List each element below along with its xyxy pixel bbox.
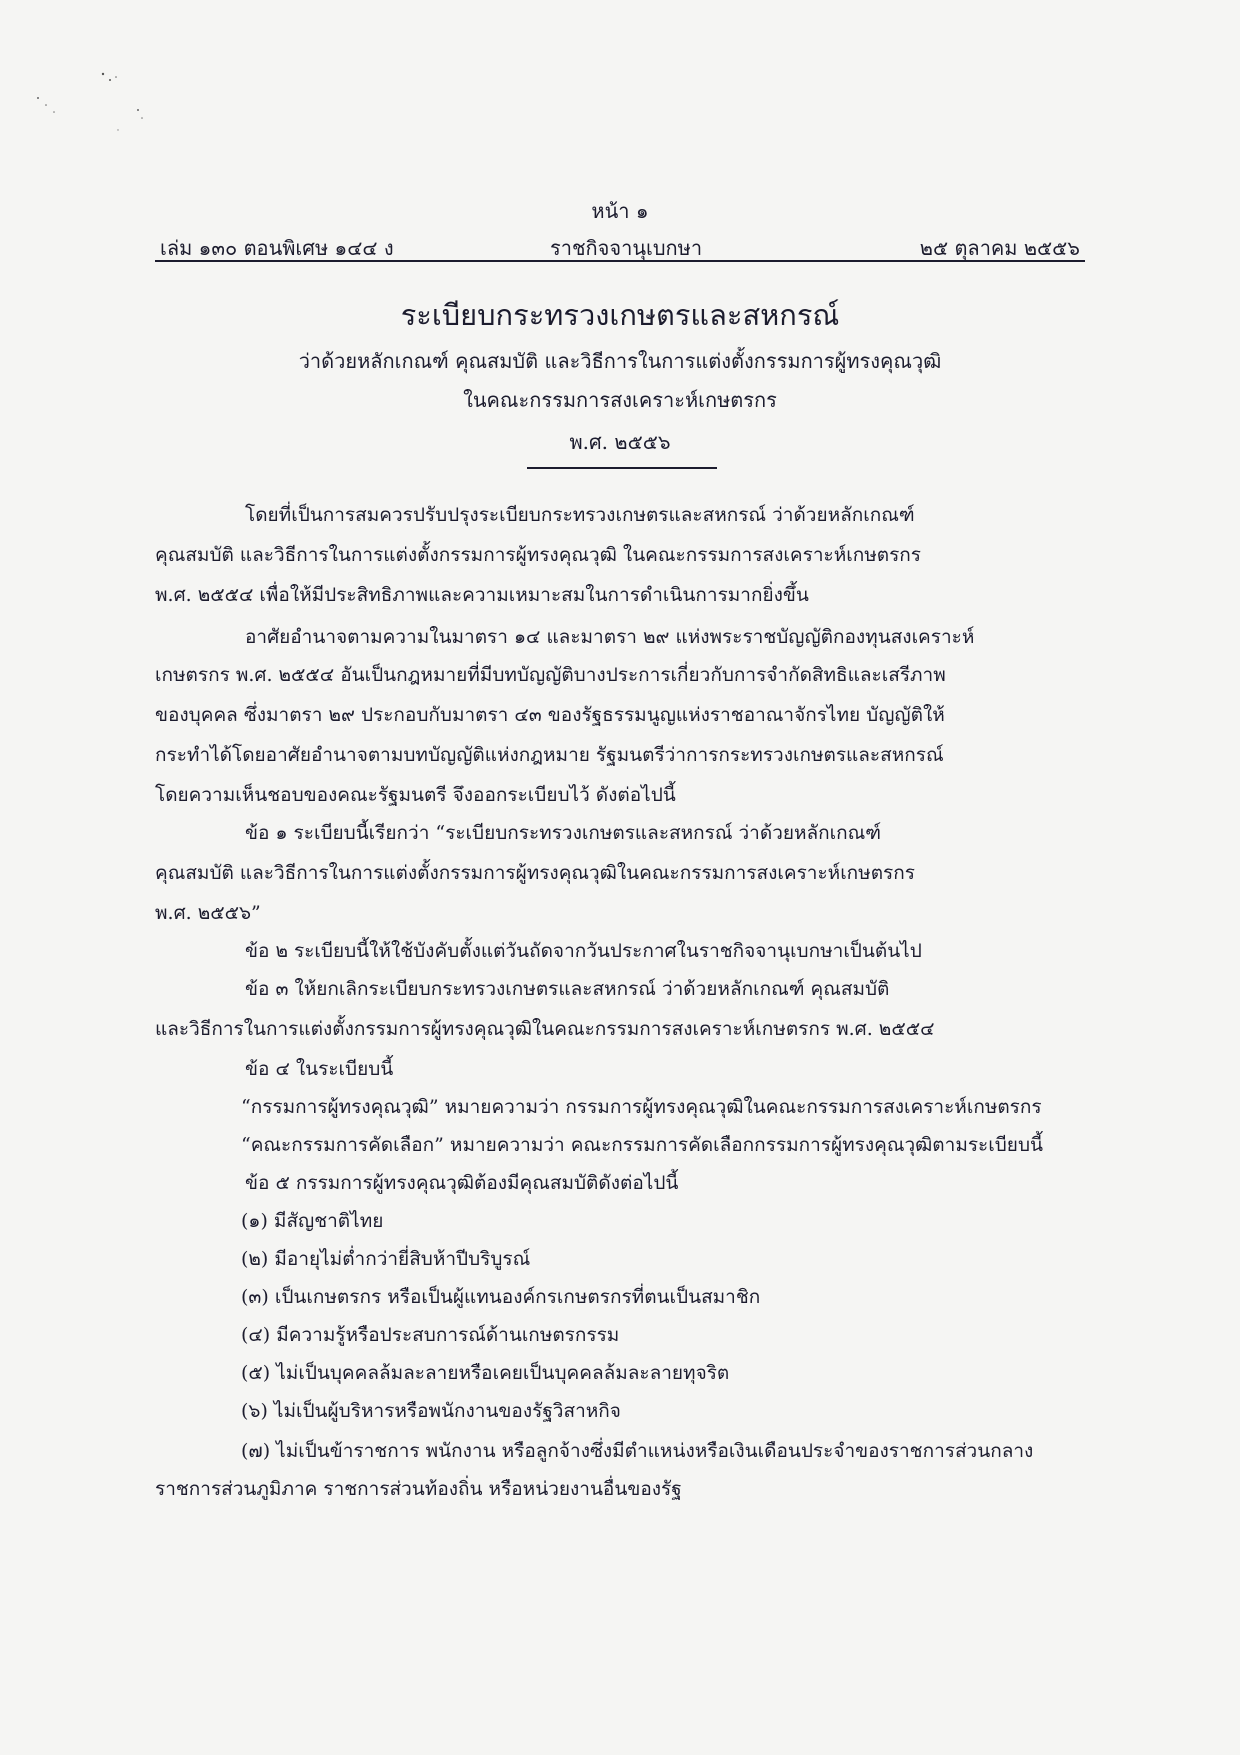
text-line: (๓) เป็นเกษตรกร หรือเป็นผู้แทนองค์กรเกษตรกรที่ตนเป็นสมาชิก — [241, 1286, 761, 1308]
text-line: ราชการส่วนภูมิภาค ราชการส่วนท้องถิ่น หรือหน่วยงานอื่นของรัฐ — [155, 1478, 682, 1500]
text-line: คุณสมบัติ และวิธีการในการแต่งตั้งกรรมการผู้ทรงคุณวุฒิในคณะกรรมการสงเคราะห์เกษตรกร — [155, 862, 915, 884]
subtitle-line-2: ในคณะกรรมการสงเคราะห์เกษตรกร — [463, 388, 777, 412]
text-line: “กรรมการผู้ทรงคุณวุฒิ” หมายความว่า กรรมการผู้ทรงคุณวุฒิในคณะกรรมการสงเคราะห์เกษตรกร — [241, 1096, 1042, 1118]
text-line: (๒) มีอายุไม่ต่ำกว่ายี่สิบห้าปีบริบูรณ์ — [241, 1248, 531, 1270]
page-number: หน้า ๑ — [591, 199, 649, 223]
title-divider — [527, 467, 717, 469]
text-line: ข้อ ๕ กรรมการผู้ทรงคุณวุฒิต้องมีคุณสมบัติดังต่อไปนี้ — [245, 1172, 679, 1194]
gazette-name: ราชกิจจานุเบกษา — [550, 236, 703, 260]
volume-issue: เล่ม ๑๓๐ ตอนพิเศษ ๑๔๔ ง — [160, 236, 394, 260]
header-divider — [155, 260, 1085, 262]
text-line: เกษตรกร พ.ศ. ๒๕๕๔ อันเป็นกฎหมายที่มีบทบัญญัติบางประการเกี่ยวกับการจำกัดสิทธิและเสรีภาพ — [155, 664, 946, 686]
text-line: (๕) ไม่เป็นบุคคลล้มละลายหรือเคยเป็นบุคคลล้มละลายทุจริต — [241, 1362, 730, 1384]
text-line: โดยที่เป็นการสมควรปรับปรุงระเบียบกระทรวงเกษตรและสหกรณ์ ว่าด้วยหลักเกณฑ์ — [245, 504, 915, 526]
text-line: อาศัยอำนาจตามความในมาตรา ๑๔ และมาตรา ๒๙ แห่งพระราชบัญญัติกองทุนสงเคราะห์ — [245, 626, 975, 648]
text-line: คุณสมบัติ และวิธีการในการแต่งตั้งกรรมการผู้ทรงคุณวุฒิ ในคณะกรรมการสงเคราะห์เกษตรกร — [155, 544, 922, 566]
scan-specks — [18, 70, 158, 150]
text-line: ข้อ ๑ ระเบียบนี้เรียกว่า “ระเบียบกระทรวงเกษตรและสหกรณ์ ว่าด้วยหลักเกณฑ์ — [245, 822, 882, 844]
text-line: (๖) ไม่เป็นผู้บริหารหรือพนักงานของรัฐวิสาหกิจ — [241, 1400, 621, 1422]
text-line: ของบุคคล ซึ่งมาตรา ๒๙ ประกอบกับมาตรา ๔๓ ของรัฐธรรมนูญแห่งราชอาณาจักรไทย บัญญัติให้ — [155, 704, 945, 726]
text-line: โดยความเห็นชอบของคณะรัฐมนตรี จึงออกระเบียบไว้ ดังต่อไปนี้ — [155, 784, 676, 806]
text-line: และวิธีการในการแต่งตั้งกรรมการผู้ทรงคุณวุฒิในคณะกรรมการสงเคราะห์เกษตรกร พ.ศ. ๒๕๕๔ — [155, 1018, 935, 1040]
text-line: ข้อ ๓ ให้ยกเลิกระเบียบกระทรวงเกษตรและสหกรณ์ ว่าด้วยหลักเกณฑ์ คุณสมบัติ — [245, 978, 890, 1000]
text-line: ข้อ ๒ ระเบียบนี้ให้ใช้บังคับตั้งแต่วันถัดจากวันประกาศในราชกิจจานุเบกษาเป็นต้นไป — [245, 940, 922, 962]
document-title: ระเบียบกระทรวงเกษตรและสหกรณ์ — [400, 298, 840, 332]
publication-date: ๒๕ ตุลาคม ๒๕๕๖ — [919, 236, 1080, 260]
text-line: (๑) มีสัญชาติไทย — [241, 1210, 384, 1232]
text-line: (๗) ไม่เป็นข้าราชการ พนักงาน หรือลูกจ้างซึ่งมีตำแหน่งหรือเงินเดือนประจำของราชการส่วนกลาง — [241, 1440, 1034, 1462]
text-line: “คณะกรรมการคัดเลือก” หมายความว่า คณะกรรมการคัดเลือกกรรมการผู้ทรงคุณวุฒิตามระเบียบนี้ — [241, 1134, 1043, 1156]
subtitle-year: พ.ศ. ๒๕๕๖ — [569, 430, 671, 454]
subtitle-line-1: ว่าด้วยหลักเกณฑ์ คุณสมบัติ และวิธีการในการแต่งตั้งกรรมการผู้ทรงคุณวุฒิ — [298, 349, 942, 373]
text-line: (๔) มีความรู้หรือประสบการณ์ด้านเกษตรกรรม — [241, 1324, 620, 1346]
text-line: พ.ศ. ๒๕๕๖” — [155, 902, 261, 924]
text-line: พ.ศ. ๒๕๕๔ เพื่อให้มีประสิทธิภาพและความเหมาะสมในการดำเนินการมากยิ่งขึ้น — [155, 584, 809, 606]
gazette-header — [160, 232, 1080, 262]
text-line: ข้อ ๔ ในระเบียบนี้ — [245, 1058, 394, 1080]
text-line: กระทำได้โดยอาศัยอำนาจตามบทบัญญัติแห่งกฎหมาย รัฐมนตรีว่าการกระทรวงเกษตรและสหกรณ์ — [155, 744, 944, 766]
